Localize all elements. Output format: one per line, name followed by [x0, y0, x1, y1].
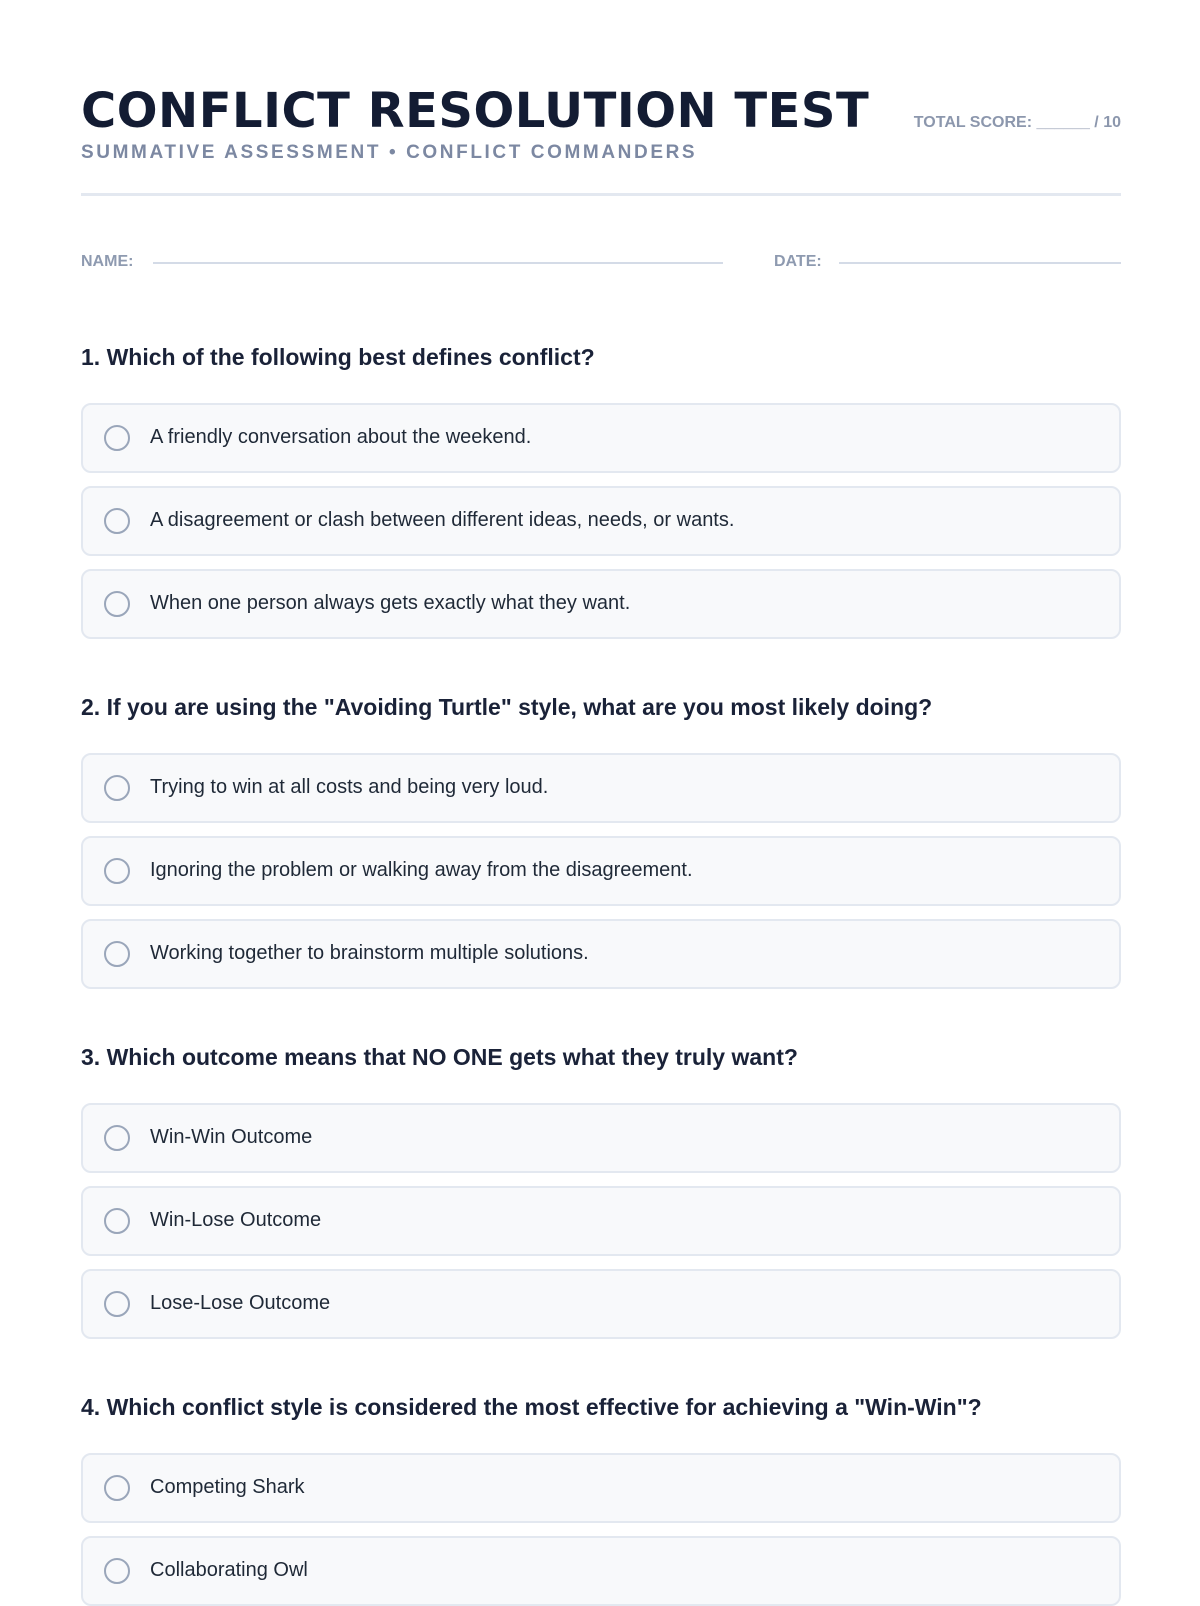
question-text: 3. Which outcome means that NO ONE gets what they truly want?: [81, 1044, 798, 1070]
radio-button[interactable]: [104, 425, 130, 451]
answer-label: Win-Win Outcome: [150, 1126, 313, 1148]
total-score: TOTAL SCORE: ______ / 10: [913, 114, 1121, 131]
question-1: [81, 344, 1121, 371]
answer-label: Win-Lose Outcome: [150, 1209, 322, 1231]
radio-button[interactable]: [104, 1558, 130, 1584]
answer-option[interactable]: [81, 919, 1121, 989]
radio-button[interactable]: [104, 591, 130, 617]
question-4: [81, 1394, 1121, 1421]
answer-option[interactable]: [81, 569, 1121, 639]
radio-button[interactable]: [104, 1125, 130, 1151]
radio-button[interactable]: [104, 508, 130, 534]
answer-option[interactable]: [81, 1103, 1121, 1173]
question-text: 1. Which of the following best defines conflict?: [81, 344, 595, 370]
answer-label: Trying to win at all costs and being very loud.: [150, 776, 549, 798]
answer-label: Ignoring the problem or walking away from the disagreement.: [150, 859, 693, 881]
student-info-fields: [81, 253, 1121, 277]
answer-option[interactable]: [81, 753, 1121, 823]
answer-label: A disagreement or clash between different ideas, needs, or wants.: [150, 509, 735, 531]
answer-label: A friendly conversation about the weekend.: [150, 426, 532, 448]
answer-label: Competing Shark: [150, 1476, 305, 1498]
test-header: [81, 0, 1121, 196]
page-title: CONFLICT RESOLUTION TEST: [81, 83, 870, 139]
question-2: [81, 694, 1121, 721]
answer-option[interactable]: [81, 403, 1121, 473]
answer-label: Lose-Lose Outcome: [150, 1292, 331, 1314]
answer-label: Collaborating Owl: [150, 1559, 308, 1581]
date-label: DATE:: [774, 253, 822, 270]
test-page: [81, 0, 1121, 1581]
question-3: [81, 1044, 1121, 1071]
radio-button[interactable]: [104, 775, 130, 801]
answer-label: When one person always gets exactly what they want.: [150, 592, 631, 614]
radio-button[interactable]: [104, 1291, 130, 1317]
answer-option[interactable]: [81, 1186, 1121, 1256]
radio-button[interactable]: [104, 1208, 130, 1234]
radio-button[interactable]: [104, 1475, 130, 1501]
answer-option[interactable]: [81, 1536, 1121, 1606]
radio-button[interactable]: [104, 941, 130, 967]
question-text: 4. Which conflict style is considered the most effective for achieving a "Win-Win"?: [81, 1394, 982, 1420]
name-field[interactable]: [153, 262, 723, 264]
answer-option[interactable]: [81, 1453, 1121, 1523]
page-subtitle: SUMMATIVE ASSESSMENT • CONFLICT COMMANDERS: [81, 142, 698, 163]
answer-option[interactable]: [81, 1269, 1121, 1339]
question-text: 2. If you are using the "Avoiding Turtle" style, what are you most likely doing?: [81, 694, 933, 720]
answer-option[interactable]: [81, 836, 1121, 906]
answer-option[interactable]: [81, 486, 1121, 556]
date-field[interactable]: [839, 262, 1121, 264]
radio-button[interactable]: [104, 858, 130, 884]
name-label: NAME:: [81, 253, 134, 270]
answer-label: Working together to brainstorm multiple solutions.: [150, 942, 589, 964]
